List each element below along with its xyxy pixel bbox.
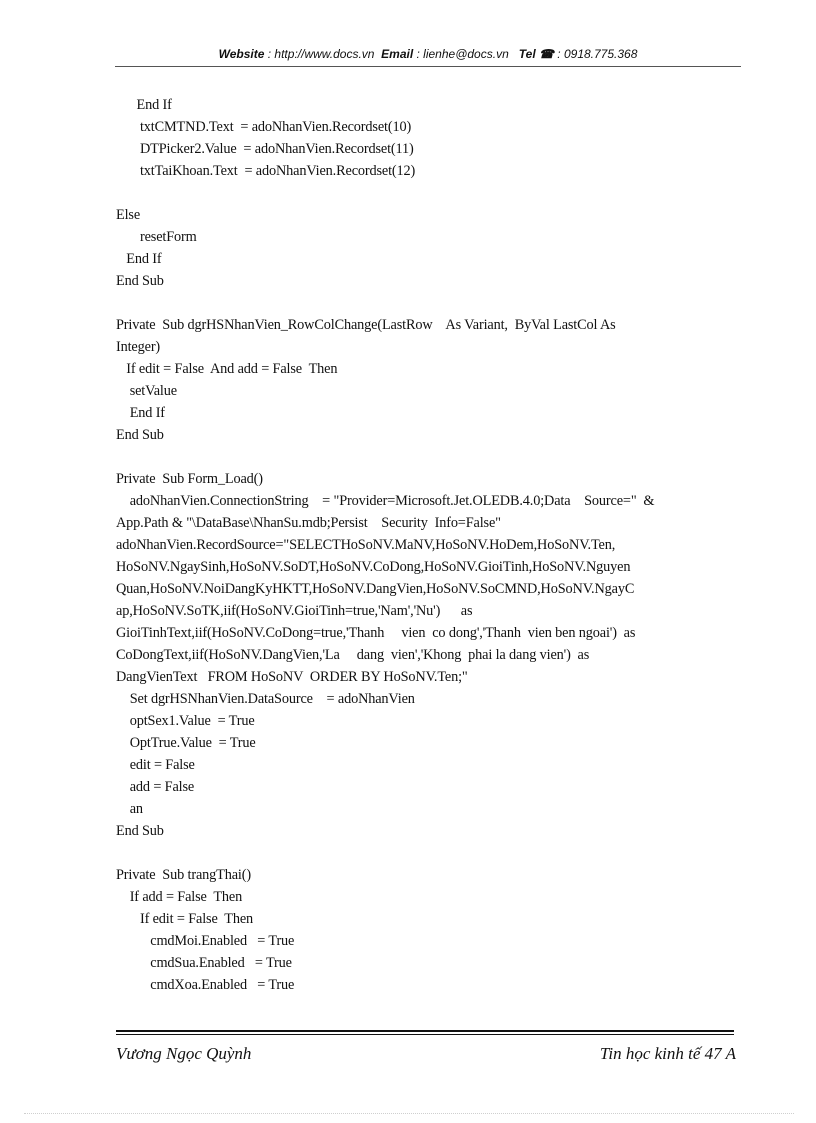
code-line: End Sub [116,823,164,839]
code-line: If add = False Then [116,889,243,905]
code-line: txtTaiKhoan.Text = adoNhanVien.Recordset(12) [116,163,416,179]
code-line: cmdSua.Enabled = True [116,955,292,971]
code-line: adoNhanVien.ConnectionString = "Provider=Microsoft.Jet.OLEDB.4.0;Data Source=" & [116,493,655,509]
code-line: Integer) [116,339,161,355]
code-line: HoSoNV.NgaySinh,HoSoNV.SoDT,HoSoNV.CoDong,HoSoNV.GioiTinh,HoSoNV.Nguyen [116,559,631,575]
page-bottom-edge [24,1113,794,1114]
tel-label: Tel [518,47,536,61]
code-line [116,182,741,204]
code-line: GioiTinhText,iif(HoSoNV.CoDong=true,'Thanh vien co dong','Thanh vien ben ngoai') as [116,625,636,641]
code-line: OptTrue.Value = True [116,735,256,751]
code-line: End If [116,405,165,421]
code-line: If edit = False And add = False Then [116,361,338,377]
phone-icon: ☎ [539,47,554,61]
code-line: Set dgrHSNhanVien.DataSource = adoNhanVien [116,691,415,707]
code-line [116,842,741,864]
code-line: End Sub [116,427,164,443]
code-line: edit = False [116,757,195,773]
code-line: DangVienText FROM HoSoNV ORDER BY HoSoNV.Ten;" [116,669,468,685]
code-line: End If [116,97,172,113]
header-divider [115,66,741,67]
code-line: Else [116,207,141,223]
footer-author: Vương Ngọc Quỳnh [116,1044,252,1063]
tel-value: : 0918.775.368 [553,47,638,61]
code-line [116,446,741,468]
footer-course: Tin học kinh tế 47 A [599,1044,736,1063]
code-line: ap,HoSoNV.SoTK,iif(HoSoNV.GioiTinh=true,'Nam','Nu') as [116,603,473,619]
email-label: Email [381,47,414,61]
code-line: CoDongText,iif(HoSoNV.DangVien,'La dang vien','Khong phai la dang vien') as [116,647,590,663]
code-line: Private Sub trangThai() [116,867,251,883]
code-line: Quan,HoSoNV.NoiDangKyHKTT,HoSoNV.DangVien,HoSoNV.SoCMND,HoSoNV.NgayC [116,581,635,597]
footer-divider-thin [116,1034,734,1035]
code-line: adoNhanVien.RecordSource="SELECTHoSoNV.MaNV,HoSoNV.HoDem,HoSoNV.Ten, [116,537,616,553]
email-value[interactable]: lienhe@docs.vn [423,47,509,61]
code-line: End If [116,251,162,267]
code-line: resetForm [116,229,197,245]
code-listing [116,94,741,996]
email-separator: : [413,47,424,61]
code-line: add = False [116,779,195,795]
code-line [116,292,741,314]
code-line: Private Sub dgrHSNhanVien_RowColChange(LastRow As Variant, ByVal LastCol As [116,317,616,333]
code-line: optSex1.Value = True [116,713,255,729]
code-line: DTPicker2.Value = adoNhanVien.Recordset(11) [116,141,414,157]
code-line: If edit = False Then [116,911,254,927]
code-line: Private Sub Form_Load() [116,471,263,487]
website-separator: : [264,47,275,61]
code-line: txtCMTND.Text = adoNhanVien.Recordset(10) [116,119,412,135]
code-line: setValue [116,383,177,399]
code-line: End Sub [116,273,164,289]
code-line: cmdMoi.Enabled = True [116,933,295,949]
code-line: App.Path & "\DataBase\NhanSu.mdb;Persist Security Info=False" [116,515,501,531]
website-label: Website [218,47,265,61]
page-header [115,47,741,61]
code-line: an [116,801,143,817]
footer-divider [116,1030,734,1032]
code-line: cmdXoa.Enabled = True [116,977,295,993]
website-value[interactable]: http://www.docs.vn [274,47,375,61]
